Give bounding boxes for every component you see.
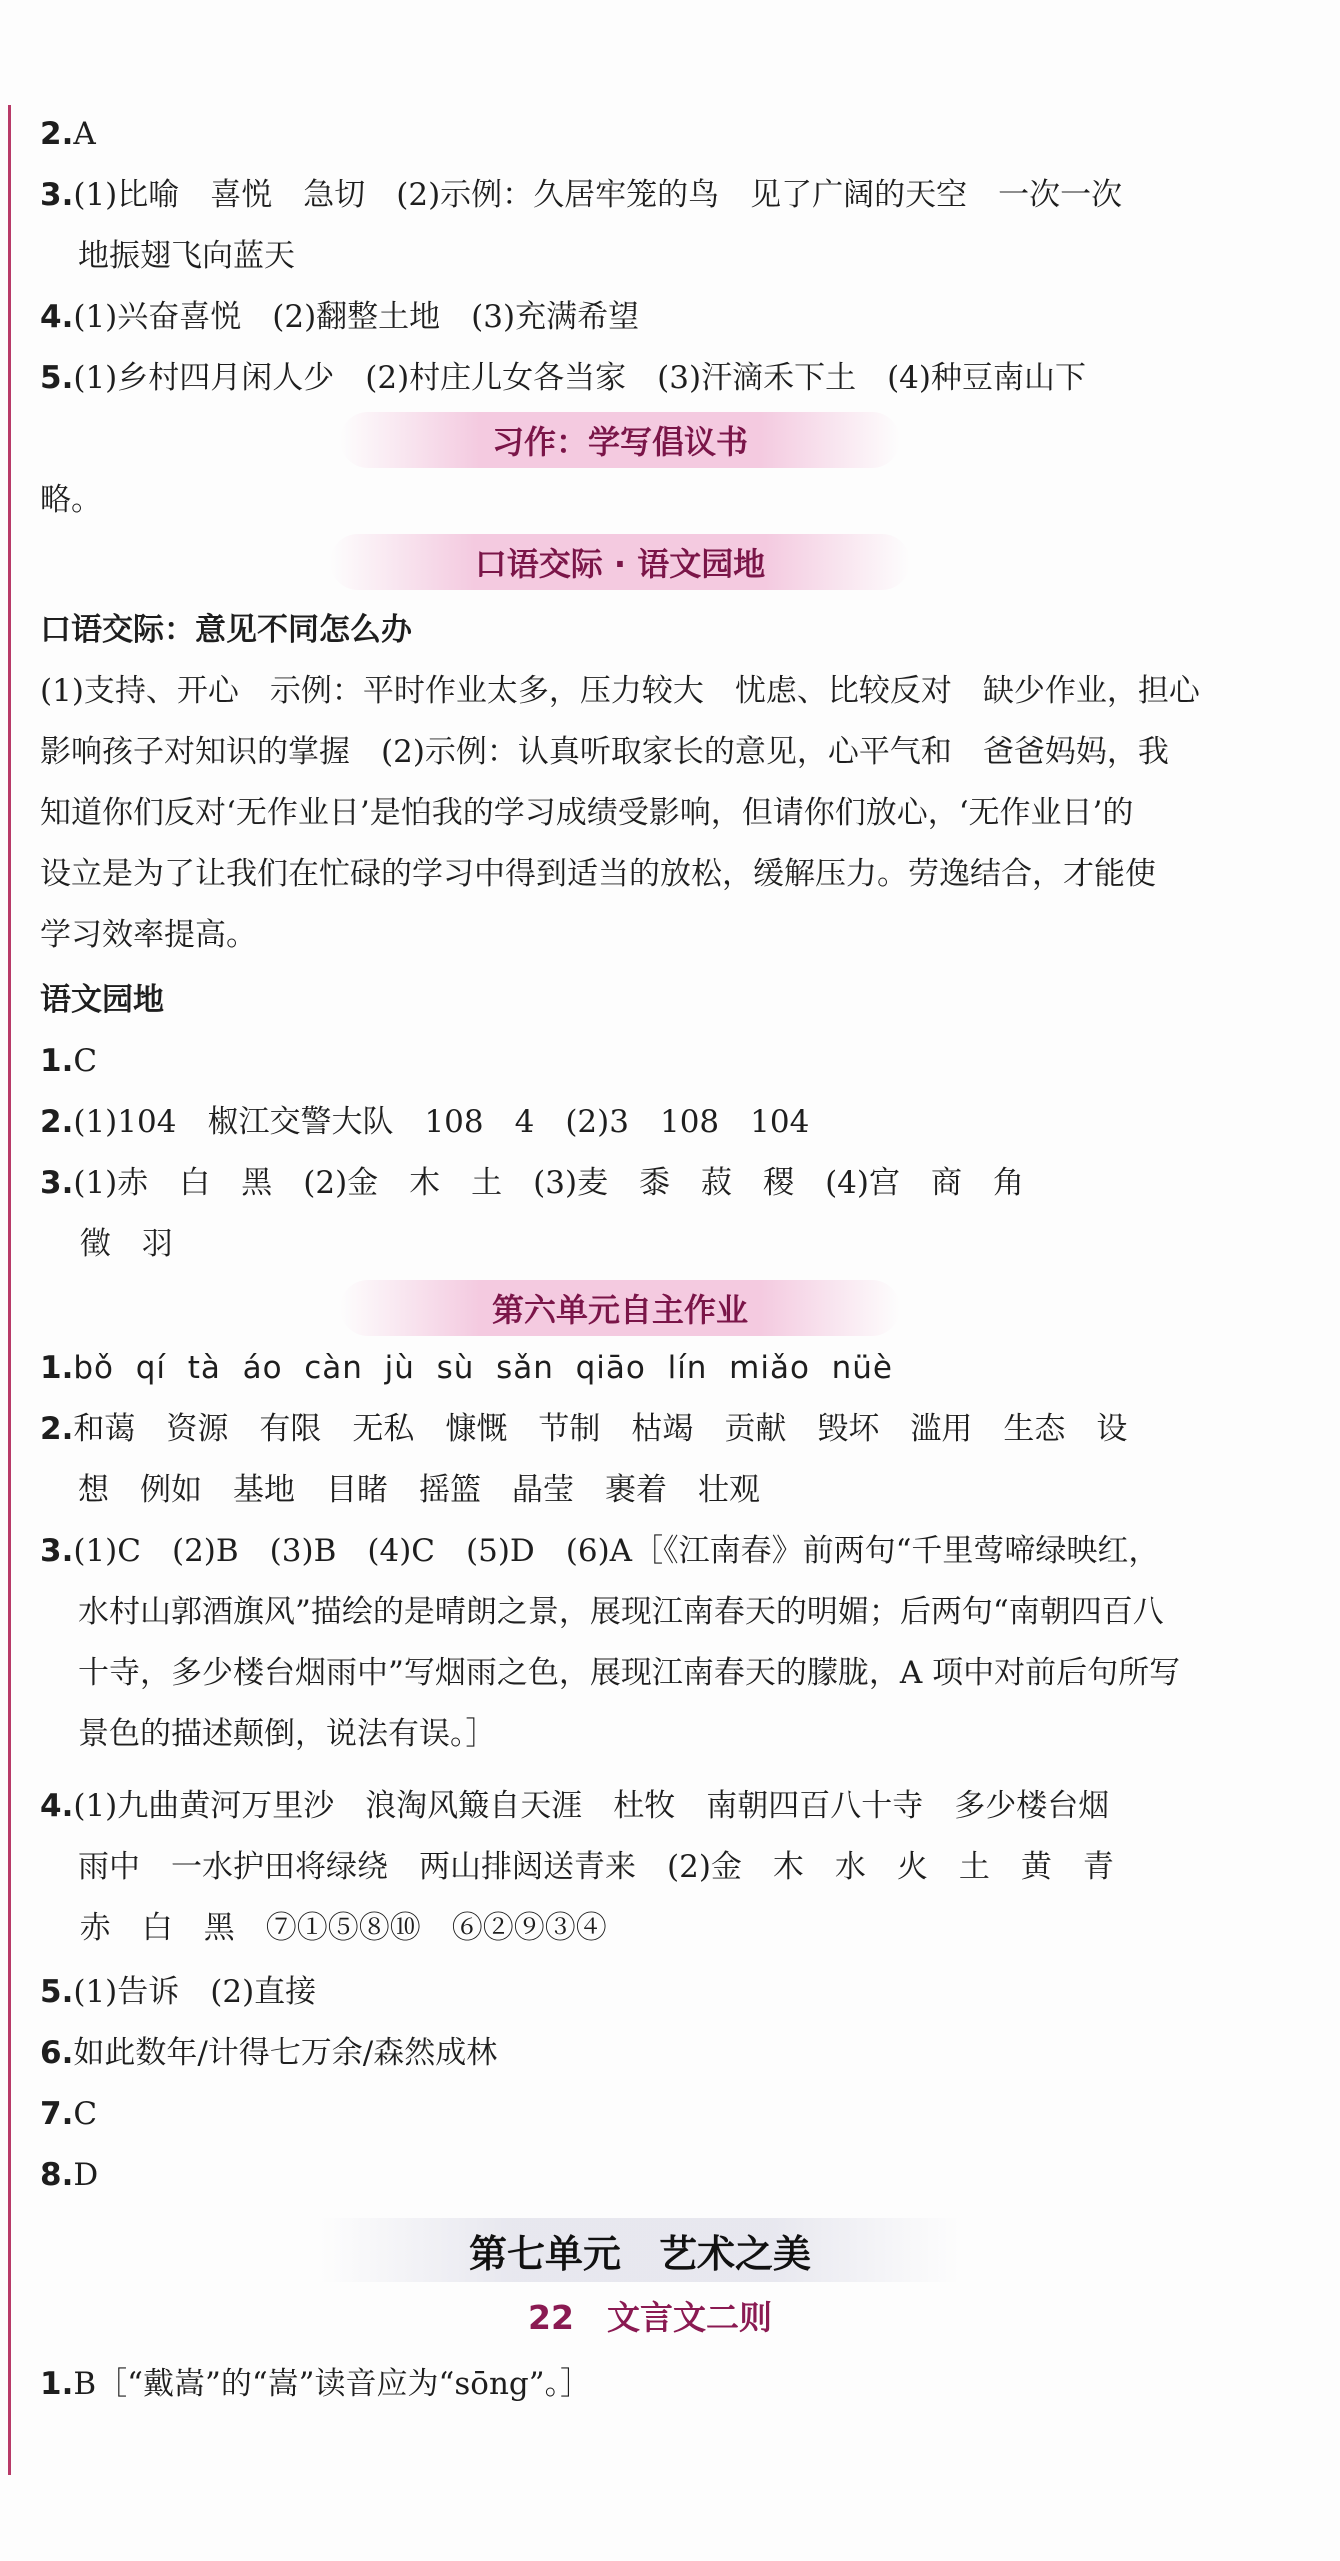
answer-text: D xyxy=(73,2157,99,2193)
answer-text: 地振翅飞向蓝天 xyxy=(78,238,295,274)
answer-line xyxy=(60,1906,1280,1950)
paragraph-line: 知道你们反对‘无作业日’是怕我的学习成绩受影响，但请你们放心，‘无作业日’的 xyxy=(40,795,1134,831)
section-banner-kouyu xyxy=(330,534,910,590)
section-title: 第六单元自主作业 xyxy=(491,1291,748,1329)
paragraph-line: 影响孩子对知识的掌握 (2)示例：认真听取家长的意见，心平气和 爸爸妈妈，我 xyxy=(40,734,1169,770)
answer-line xyxy=(40,2362,1260,2406)
item-number: 2. xyxy=(40,116,74,152)
answer-text: 略。 xyxy=(40,482,102,518)
lesson-title: 22 文言文二则 xyxy=(528,2298,772,2337)
answer-line xyxy=(40,2153,1260,2197)
item-number: 4. xyxy=(40,299,74,335)
answer-line xyxy=(78,1468,1298,1512)
section-banner-liu xyxy=(340,1280,900,1336)
answer-line xyxy=(40,295,1260,339)
section-title: 口语交际 · 语文园地 xyxy=(474,545,766,583)
unit-title-banner xyxy=(320,2218,960,2282)
answer-line xyxy=(40,1100,1260,1144)
answer-line xyxy=(40,356,1260,400)
answer-line xyxy=(40,1161,1260,1205)
answer-line xyxy=(40,1970,1260,2014)
item-number: 7. xyxy=(40,2096,74,2132)
item-number: 5. xyxy=(40,360,74,396)
answer-text: 如此数年/计得七万余/森然成林 xyxy=(73,2035,498,2071)
answer-text: 和蔼 资源 有限 无私 慷慨 节制 枯竭 贡献 毁坏 滥用 生态 设 xyxy=(73,1411,1128,1447)
answer-line xyxy=(78,234,1298,278)
item-number: 3. xyxy=(40,177,74,213)
left-margin-rule xyxy=(8,105,11,2475)
unit-title: 第七单元 艺术之美 xyxy=(468,2231,811,2276)
item-number: 2. xyxy=(40,1104,74,1140)
answer-text: C xyxy=(73,2096,98,2132)
answer-text: 十寺，多少楼台烟雨中”写烟雨之色，展现江南春天的朦胧，A 项中对前后句所写 xyxy=(78,1655,1181,1691)
answer-line xyxy=(60,1222,1280,1266)
answer-text: 想 例如 基地 目睹 摇篮 晶莹 裹着 壮观 xyxy=(78,1472,760,1508)
answer-text: 雨中 一水护田将绿绕 两山排闼送青来 (2)金 木 水 火 土 黄 青 xyxy=(78,1849,1114,1885)
paragraph-line: (1)支持、开心 示例：平时作业太多，压力较大 忧虑、比较反对 缺少作业，担心 xyxy=(40,673,1200,709)
answer-text: (1)告诉 (2)直接 xyxy=(73,1974,317,2010)
item-number: 3. xyxy=(40,1533,74,1569)
subsection-title: 语文园地 xyxy=(40,982,164,1018)
answer-text: (1)C (2)B (3)B (4)C (5)D (6)A［《江南春》前两句“千里莺啼绿映红， xyxy=(73,1533,1160,1569)
answer-text: C xyxy=(73,1043,98,1079)
answer-text: 赤 白 黑 ⑦①⑤⑧⑩ ⑥②⑨③④ xyxy=(60,1910,607,1946)
paragraph-line: 学习效率提高。 xyxy=(40,917,257,953)
answer-text: (1)兴奋喜悦 (2)翻整土地 (3)充满希望 xyxy=(73,299,640,335)
item-number: 3. xyxy=(40,1165,74,1201)
section-title: 习作：学写倡议书 xyxy=(491,423,748,461)
answer-text: A xyxy=(73,116,96,152)
item-number: 1. xyxy=(40,2366,74,2402)
paragraph-line: 设立是为了让我们在忙碌的学习中得到适当的放松，缓解压力。劳逸结合，才能使 xyxy=(40,856,1156,892)
answer-text: (1)乡村四月闲人少 (2)村庄儿女各当家 (3)汗滴禾下土 (4)种豆南山下 xyxy=(73,360,1087,396)
answer-line xyxy=(40,1784,1260,1828)
answer-line xyxy=(40,112,1260,156)
answer-text: 水村山郭酒旗风”描绘的是晴朗之景，展现江南春天的明媚；后两句“南朝四百八 xyxy=(78,1594,1164,1630)
answer-line xyxy=(40,1039,1260,1083)
answer-text: (1)104 椒江交警大队 108 4 (2)3 108 104 xyxy=(73,1104,810,1140)
answer-line xyxy=(40,1407,1260,1451)
item-number: 4. xyxy=(40,1788,74,1824)
item-number: 1. xyxy=(40,1350,74,1386)
answer-line xyxy=(40,2092,1260,2136)
answer-text: 景色的描述颠倒，说法有误。］ xyxy=(78,1716,497,1752)
section-banner-xizuo xyxy=(340,412,900,468)
pinyin-text: bǒ qí tà áo càn jù sù sǎn qiāo lín miǎo nüè xyxy=(73,1350,894,1386)
answer-text: B［“戴嵩”的“嵩”读音应为“sōng”。］ xyxy=(73,2366,592,2402)
item-number: 6. xyxy=(40,2035,74,2071)
answer-line xyxy=(40,173,1260,217)
answer-text: (1)赤 白 黑 (2)金 木 土 (3)麦 黍 菽 稷 (4)宫 商 角 xyxy=(73,1165,1025,1201)
answer-line xyxy=(78,1845,1298,1889)
item-number: 1. xyxy=(40,1043,74,1079)
subsection-title: 口语交际：意见不同怎么办 xyxy=(40,612,412,648)
answer-line xyxy=(78,1712,1298,1756)
answer-line xyxy=(40,1346,1260,1390)
answer-text: 徵 羽 xyxy=(60,1226,173,1262)
answer-line xyxy=(78,1651,1298,1695)
answer-line xyxy=(40,478,1260,522)
answer-line xyxy=(40,1529,1260,1573)
answer-line xyxy=(78,1590,1298,1634)
answer-line xyxy=(40,2031,1260,2075)
item-number: 5. xyxy=(40,1974,74,2010)
answer-text: (1)九曲黄河万里沙 浪淘风簸自天涯 杜牧 南朝四百八十寺 多少楼台烟 xyxy=(73,1788,1110,1824)
item-number: 8. xyxy=(40,2157,74,2193)
item-number: 2. xyxy=(40,1411,74,1447)
answer-text: (1)比喻 喜悦 急切 (2)示例：久居牢笼的鸟 见了广阔的天空 一次一次 xyxy=(73,177,1123,213)
